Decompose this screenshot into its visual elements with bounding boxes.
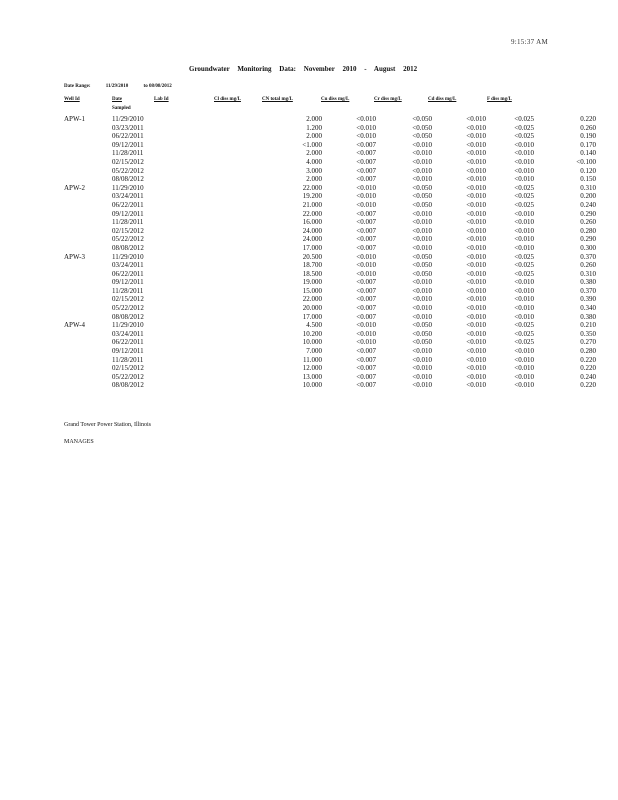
cell-cr: <0.010 [466,235,486,244]
table-row [64,321,596,330]
cell-date: 06/22/2011 [112,132,144,141]
cell-cl: <1.000 [302,140,322,149]
table-row [64,329,596,339]
cell-f: 0.390 [580,295,596,304]
cell-cd: <0.025 [514,261,534,270]
cell-cd: <0.010 [514,347,534,356]
date-range-to: to 08/08/2012 [143,84,172,89]
cell-cu: <0.010 [412,347,432,356]
cell-cn: <0.007 [356,166,376,175]
cell-cn: <0.010 [356,329,376,338]
cell-cr: <0.010 [466,372,486,381]
cell-cr: <0.010 [466,338,486,347]
cell-date: 05/22/2012 [112,372,144,381]
cell-cl: 13.000 [302,372,322,381]
table-row [64,372,596,382]
cell-cu: <0.010 [412,149,432,158]
cell-cd: <0.025 [514,115,534,123]
cell-cn: <0.007 [356,355,376,364]
cell-f: 0.270 [580,338,596,347]
table-row [64,381,596,390]
cell-date: 11/29/2010 [112,183,144,192]
cell-cr: <0.010 [466,132,486,141]
cell-cn: <0.007 [356,278,376,287]
cell-date: 03/24/2011 [112,192,144,201]
cell-cl: 17.000 [302,312,322,321]
cell-date: 05/22/2012 [112,304,144,313]
cell-date: 11/28/2011 [112,149,144,158]
cell-f: 0.260 [580,261,596,270]
cell-date: 09/12/2011 [112,278,144,287]
cell-cd: <0.010 [514,243,534,252]
cell-well-id: APW-4 [64,321,85,330]
cell-cn: <0.007 [356,372,376,381]
cell-date: 09/12/2011 [112,209,144,218]
report-time: 9:15:37 AM [510,38,548,46]
header-f: F diss mg/L [487,97,512,102]
cell-cl: 12.000 [302,364,322,373]
cell-cu: <0.050 [412,123,432,132]
cell-cr: <0.010 [466,140,486,149]
cell-cn: <0.007 [356,286,376,295]
cell-f: 0.140 [580,149,596,158]
cell-cn: <0.010 [356,200,376,209]
cell-cn: <0.007 [356,175,376,184]
cell-cn: <0.007 [356,140,376,149]
cell-cn: <0.010 [356,115,376,123]
cell-date: 02/15/2012 [112,157,144,166]
cell-cd: <0.025 [514,252,534,261]
cell-cn: <0.007 [356,149,376,158]
cell-cu: <0.050 [412,115,432,123]
cell-cd: <0.010 [514,304,534,313]
cell-cr: <0.010 [466,304,486,313]
cell-cr: <0.010 [466,115,486,123]
cell-cl: 21.000 [302,200,322,209]
cell-cr: <0.010 [466,286,486,295]
cell-cu: <0.050 [412,200,432,209]
cell-f: 0.290 [580,209,596,218]
cell-date: 09/12/2011 [112,140,144,149]
table-row [64,235,596,244]
cell-cd: <0.010 [514,140,534,149]
cell-f: 0.170 [580,140,596,149]
cell-cr: <0.010 [466,312,486,321]
table-row [64,226,596,236]
cell-date: 05/22/2012 [112,235,144,244]
station-name: Grand Tower Power Station, Illinois [64,422,151,428]
cell-date: 06/22/2011 [112,338,144,347]
date-range-label: Date Range: [64,84,91,89]
cell-cn: <0.007 [356,364,376,373]
cell-f: 0.380 [580,278,596,287]
cell-cd: <0.010 [514,355,534,364]
header-lab-id: Lab Id [154,97,169,102]
cell-f: 0.260 [580,123,596,132]
header-well-id: Well Id [64,97,80,102]
cell-date: 11/29/2010 [112,321,144,330]
header-sampled: Sampled [112,106,131,111]
cell-cl: 19.000 [302,278,322,287]
manages-label: MANAGES [64,439,94,445]
cell-cd: <0.010 [514,166,534,175]
cell-f: 0.220 [580,355,596,364]
cell-cd: <0.025 [514,132,534,141]
cell-cn: <0.010 [356,338,376,347]
cell-f: 0.210 [580,321,596,330]
cell-date: 11/29/2010 [112,115,144,123]
cell-cd: <0.010 [514,218,534,227]
table-row [64,123,596,133]
table-row [64,175,596,184]
cell-cd: <0.025 [514,338,534,347]
table-row [64,115,596,124]
cell-cd: <0.025 [514,123,534,132]
cell-cn: <0.010 [356,321,376,330]
cell-cl: 22.000 [302,295,322,304]
cell-cr: <0.010 [466,295,486,304]
header-cl: Cl diss mg/L [214,97,241,102]
cell-cn: <0.007 [356,295,376,304]
cell-cd: <0.010 [514,226,534,235]
cell-cu: <0.010 [412,235,432,244]
table-row [64,149,596,158]
cell-cn: <0.010 [356,269,376,278]
header-cd: Cd diss mg/L [428,97,457,102]
cell-cu: <0.050 [412,192,432,201]
cell-cl: 7.000 [306,347,322,356]
cell-date: 11/28/2011 [112,286,144,295]
cell-cd: <0.010 [514,381,534,390]
table-row [64,166,596,176]
cell-date: 02/15/2012 [112,364,144,373]
cell-cu: <0.010 [412,175,432,184]
cell-cd: <0.010 [514,235,534,244]
cell-cu: <0.010 [412,364,432,373]
cell-date: 08/08/2012 [112,243,144,252]
cell-cd: <0.010 [514,157,534,166]
cell-cn: <0.007 [356,235,376,244]
cell-cr: <0.010 [466,157,486,166]
cell-cl: 2.000 [306,115,322,123]
cell-cn: <0.007 [356,347,376,356]
cell-f: 0.120 [580,166,596,175]
cell-f: 0.260 [580,218,596,227]
cell-well-id: APW-3 [64,252,85,261]
cell-cl: 24.000 [302,226,322,235]
cell-cr: <0.010 [466,209,486,218]
table-row [64,269,596,279]
cell-cr: <0.010 [466,183,486,192]
cell-date: 06/22/2011 [112,269,144,278]
cell-cr: <0.010 [466,200,486,209]
report-title: Groundwater Monitoring Data: November 2010 - August 2012 [189,65,418,73]
cell-cu: <0.010 [412,157,432,166]
cell-date: 11/29/2010 [112,252,144,261]
cell-cr: <0.010 [466,321,486,330]
cell-cr: <0.010 [466,261,486,270]
cell-cd: <0.025 [514,183,534,192]
cell-well-id: APW-1 [64,115,85,123]
cell-cu: <0.010 [412,355,432,364]
cell-date: 03/24/2011 [112,261,144,270]
cell-date: 08/08/2012 [112,381,144,390]
table-row [64,209,596,219]
cell-cn: <0.007 [356,304,376,313]
cell-date: 02/15/2012 [112,226,144,235]
table-row [64,338,596,347]
cell-cl: 22.000 [302,183,322,192]
cell-cl: 16.000 [302,218,322,227]
cell-cu: <0.010 [412,209,432,218]
cell-f: 0.240 [580,372,596,381]
cell-f: 0.220 [580,364,596,373]
cell-cu: <0.050 [412,261,432,270]
table-row [64,312,596,322]
cell-f: 0.220 [580,381,596,390]
cell-cd: <0.025 [514,192,534,201]
cell-cr: <0.010 [466,218,486,227]
cell-cd: <0.010 [514,372,534,381]
cell-cd: <0.025 [514,329,534,338]
cell-cn: <0.007 [356,157,376,166]
cell-f: 0.350 [580,329,596,338]
table-row [64,304,596,313]
date-range [64,84,186,89]
cell-cd: <0.010 [514,149,534,158]
cell-cu: <0.010 [412,226,432,235]
cell-cr: <0.010 [466,347,486,356]
cell-cd: <0.010 [514,364,534,373]
cell-f: 0.340 [580,304,596,313]
header-cu: Cu diss mg/L [321,97,350,102]
cell-cu: <0.010 [412,295,432,304]
cell-cd: <0.010 [514,175,534,184]
cell-cu: <0.050 [412,252,432,261]
cell-date: 05/22/2012 [112,166,144,175]
cell-cl: 2.000 [306,132,322,141]
cell-cl: 4.000 [306,157,322,166]
cell-cu: <0.010 [412,372,432,381]
cell-date: 06/22/2011 [112,200,144,209]
cell-cl: 4.500 [306,321,322,330]
table-row [64,252,596,262]
cell-cd: <0.010 [514,209,534,218]
cell-f: 0.150 [580,175,596,184]
cell-cn: <0.010 [356,132,376,141]
cell-cn: <0.007 [356,312,376,321]
table-row [64,261,596,270]
cell-cr: <0.010 [466,192,486,201]
table-row [64,157,596,167]
table-row [64,295,596,304]
cell-f: 0.310 [580,183,596,192]
cell-date: 03/23/2011 [112,123,144,132]
header-cn: CN total mg/L [262,97,293,102]
cell-cr: <0.010 [466,278,486,287]
cell-cu: <0.050 [412,338,432,347]
cell-cl: 20.500 [302,252,322,261]
table-row [64,140,596,150]
cell-cn: <0.010 [356,123,376,132]
cell-cl: 3.000 [306,166,322,175]
cell-cr: <0.010 [466,166,486,175]
cell-cr: <0.010 [466,226,486,235]
cell-cr: <0.010 [466,175,486,184]
cell-date: 11/28/2011 [112,218,144,227]
cell-cr: <0.010 [466,381,486,390]
cell-cl: 18.500 [302,269,322,278]
cell-cl: 20.000 [302,304,322,313]
cell-date: 09/12/2011 [112,347,144,356]
cell-cu: <0.050 [412,132,432,141]
table-row [64,364,596,373]
cell-cn: <0.007 [356,226,376,235]
cell-cu: <0.050 [412,269,432,278]
cell-cu: <0.010 [412,381,432,390]
cell-cu: <0.010 [412,312,432,321]
table-row [64,183,596,193]
table-row [64,286,596,296]
cell-f: 0.310 [580,269,596,278]
cell-cu: <0.010 [412,166,432,175]
cell-cd: <0.010 [514,295,534,304]
cell-cd: <0.025 [514,321,534,330]
cell-cd: <0.010 [514,286,534,295]
cell-f: <0.100 [576,157,596,166]
cell-cd: <0.010 [514,312,534,321]
cell-cl: 17.000 [302,243,322,252]
cell-cl: 2.000 [306,149,322,158]
cell-cl: 19.200 [302,192,322,201]
cell-f: 0.220 [580,115,596,123]
cell-cl: 2.000 [306,175,322,184]
cell-f: 0.280 [580,347,596,356]
cell-f: 0.370 [580,286,596,295]
cell-date: 08/08/2012 [112,312,144,321]
table-row [64,355,596,365]
cell-f: 0.240 [580,200,596,209]
cell-cu: <0.010 [412,304,432,313]
cell-f: 0.280 [580,226,596,235]
cell-cl: 10.200 [302,329,322,338]
cell-cn: <0.007 [356,209,376,218]
table-row [64,347,596,356]
data-table [64,115,596,390]
cell-f: 0.380 [580,312,596,321]
cell-cu: <0.010 [412,140,432,149]
cell-cr: <0.010 [466,269,486,278]
cell-f: 0.290 [580,235,596,244]
cell-cd: <0.025 [514,269,534,278]
cell-cr: <0.010 [466,243,486,252]
cell-cn: <0.010 [356,261,376,270]
cell-cr: <0.010 [466,355,486,364]
cell-cn: <0.010 [356,183,376,192]
cell-cl: 10.000 [302,381,322,390]
cell-cl: 22.000 [302,209,322,218]
cell-cl: 18.700 [302,261,322,270]
cell-cr: <0.010 [466,149,486,158]
cell-cr: <0.010 [466,123,486,132]
cell-f: 0.370 [580,252,596,261]
cell-cu: <0.010 [412,286,432,295]
cell-cu: <0.050 [412,329,432,338]
date-range-from: 11/29/2010 [105,84,129,89]
cell-cd: <0.010 [514,278,534,287]
cell-cr: <0.010 [466,364,486,373]
cell-f: 0.300 [580,243,596,252]
cell-cu: <0.010 [412,243,432,252]
table-row [64,200,596,210]
cell-cn: <0.007 [356,218,376,227]
table-row [64,218,596,227]
table-row [64,243,596,253]
table-row [64,132,596,141]
cell-cu: <0.050 [412,183,432,192]
cell-f: 0.200 [580,192,596,201]
cell-well-id: APW-2 [64,183,85,192]
cell-cn: <0.007 [356,243,376,252]
cell-cr: <0.010 [466,252,486,261]
header-cr: Cr diss mg/L [374,97,402,102]
cell-cl: 11.000 [303,355,322,364]
cell-cl: 15.000 [302,286,322,295]
column-headers [64,97,534,106]
cell-cl: 1.200 [306,123,322,132]
cell-date: 08/08/2012 [112,175,144,184]
cell-cl: 10.000 [302,338,322,347]
cell-cn: <0.010 [356,192,376,201]
cell-cr: <0.010 [466,329,486,338]
cell-cn: <0.010 [356,252,376,261]
table-row [64,192,596,201]
cell-cu: <0.010 [412,218,432,227]
cell-cl: 24.000 [302,235,322,244]
cell-cu: <0.010 [412,278,432,287]
table-row [64,278,596,287]
cell-cn: <0.007 [356,381,376,390]
header-date: Date [112,97,122,102]
cell-date: 02/15/2012 [112,295,144,304]
cell-cu: <0.050 [412,321,432,330]
cell-f: 0.190 [580,132,596,141]
cell-cd: <0.025 [514,200,534,209]
cell-date: 11/28/2011 [112,355,144,364]
cell-date: 03/24/2011 [112,329,144,338]
